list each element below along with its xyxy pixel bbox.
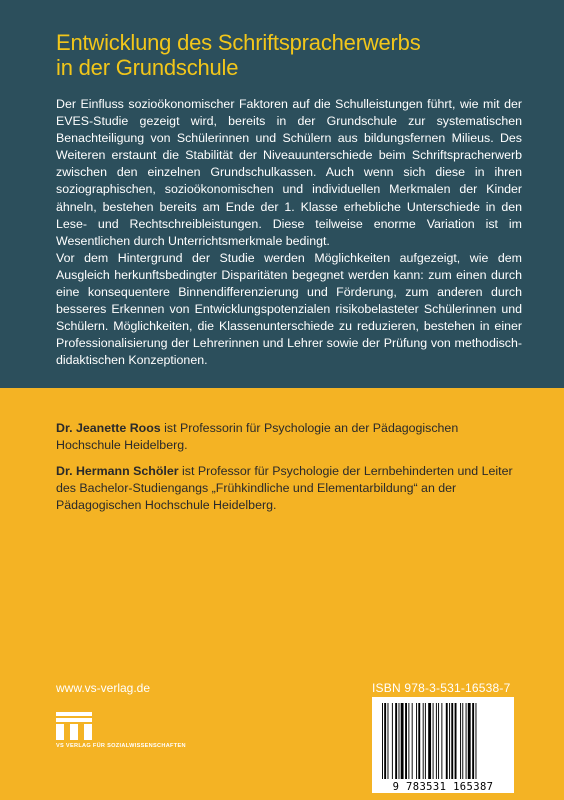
isbn-text: ISBN 978-3-531-16538-7 xyxy=(372,681,511,695)
barcode-bar xyxy=(418,703,420,779)
barcode-bar xyxy=(412,703,413,779)
barcode-bar xyxy=(476,703,477,779)
barcode-bar xyxy=(428,703,431,779)
barcode-bar xyxy=(395,703,397,779)
barcode-bar xyxy=(405,703,407,779)
barcode-bar xyxy=(384,703,386,779)
book-title-line-1: Entwicklung des Schriftspracherwerbs xyxy=(56,30,421,55)
barcode-bar xyxy=(416,703,417,779)
barcode-bar xyxy=(433,703,434,779)
author-text-roos: ist Professorin für Psychologie an der Pädagogischen Hochschule Heidelberg. xyxy=(56,421,459,453)
publisher-logo-icon xyxy=(56,712,92,740)
barcode-bar xyxy=(425,703,426,779)
author-text-schoeler: ist Professor für Psychologie der Lernbehinderten und Leiter des Bachelor-Studiengangs „Frühkindliche und Elementarbildung“ an der Pädagogischen Hochschule Heidelberg. xyxy=(56,464,513,513)
book-description xyxy=(56,96,522,370)
barcode-bar xyxy=(449,703,450,779)
author-bio-roos xyxy=(56,420,522,454)
author-bios xyxy=(56,420,522,523)
barcode-bar xyxy=(468,703,471,779)
barcode-digits: 9 783531 165387 xyxy=(372,781,514,793)
author-bio-schoeler xyxy=(56,463,522,514)
barcode-bar xyxy=(392,703,393,779)
barcode-bar xyxy=(460,703,461,779)
barcode-bar xyxy=(446,703,448,779)
barcode-bar xyxy=(388,703,389,779)
barcode-bar xyxy=(451,703,453,779)
barcode-bars xyxy=(372,697,514,793)
description-paragraph-2: Vor dem Hintergrund der Studie werden Möglichkeiten aufgezeigt, wie dem Ausgleich herkunftsbedingter Disparitäten begegnet werden kann: zum einen durch eine konsequentere Binnendifferenzierung und Förderung, zum anderen durch besseres Erkennen von Entwicklungspotenzialen risikobelasteter Schülerinnen und Schülern. Möglichkeiten, die Klassenunterschiede zu reduzieren, bestehen in einer Professionalisierung der Lehrerinnen und Lehrer sowie der Prüfung von methodisch-didaktischen Konzeptionen. xyxy=(56,250,522,368)
barcode-bar xyxy=(401,703,404,779)
publisher-url: www.vs-verlag.de xyxy=(56,681,151,695)
book-title xyxy=(56,30,526,80)
author-name-roos: Dr. Jeanette Roos xyxy=(56,421,161,435)
book-title-line-2: in der Grundschule xyxy=(56,55,239,80)
publisher-logo-text: VS VERLAG FÜR SOZIALWISSENSCHAFTEN xyxy=(56,743,186,749)
barcode-bar xyxy=(399,703,400,779)
barcode-bar xyxy=(441,703,442,779)
barcode-bar xyxy=(438,703,439,779)
barcode-bar xyxy=(455,703,457,779)
barcode-bar xyxy=(472,703,474,779)
barcode-bar xyxy=(382,703,383,779)
author-name-schoeler: Dr. Hermann Schöler xyxy=(56,464,179,479)
barcode xyxy=(372,697,514,793)
barcode-bar xyxy=(462,703,463,779)
barcode-bar xyxy=(408,703,409,779)
barcode-bar xyxy=(423,703,424,779)
barcode-bar xyxy=(466,703,467,779)
description-paragraph-1: Der Einfluss sozioökonomischer Faktoren auf die Schulleistungen führt, wie mit der EVES-Studie gezeigt wird, bereits in der Grundschule zur systematischen Benachteiligung von Schülerinnen und Schülern aus bildungsfernen Milieus. Des Weiteren erstaunt die Stabilität der Niveauunterschiede beim Schriftspracherwerb zwischen den einzelnen Grundschulkassen. Auch wenn sich diese in ihren soziographischen, sozioökonomischen und individuellen Merkmalen der Kinder ähneln, bestehen bereits am Ende der 1. Klasse erhebliche Unterschiede in den Lese- und Rechtschreibleistungen. Diese teilweise enorme Variation ist im Wesentlichen durch Unterrichtsmerkmale bedingt. xyxy=(56,97,522,248)
barcode-bar xyxy=(436,703,437,779)
